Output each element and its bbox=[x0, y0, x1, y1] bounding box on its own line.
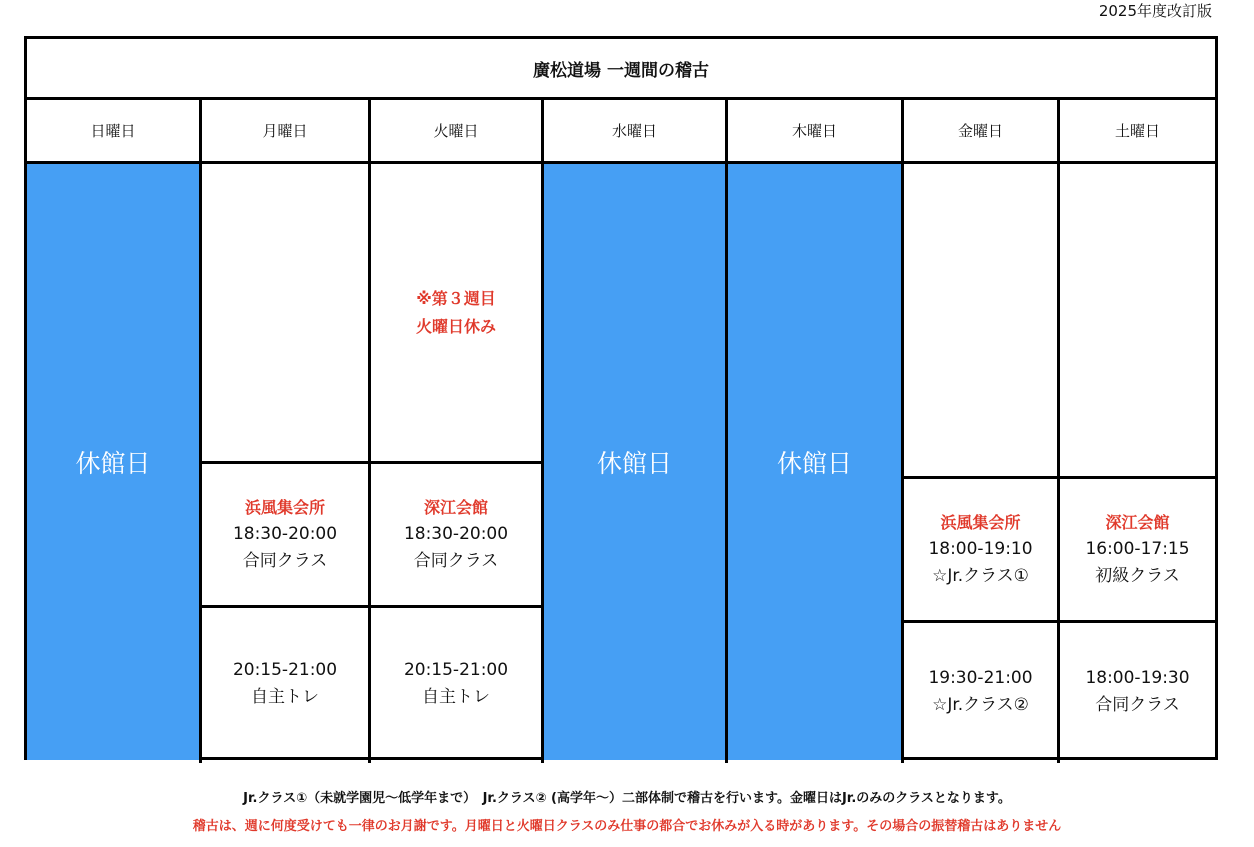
note-line: ※第３週目 bbox=[416, 288, 496, 308]
saturday-slot-1 bbox=[1060, 479, 1215, 620]
slot-time: 19:30-21:00 bbox=[928, 667, 1033, 688]
footer-note-classes: Jr.クラス①（未就学園児〜低学年まで） Jr.クラス② (高学年〜）二部体制で稽古を行います。金曜日はJr.のみのクラスとなります。 bbox=[243, 791, 1011, 806]
thursday-closed bbox=[728, 164, 901, 760]
revision-label: 2025年度改訂版 bbox=[1098, 2, 1212, 20]
slot-class: 合同クラス bbox=[242, 551, 328, 571]
tuesday-slot-2 bbox=[371, 608, 541, 760]
header-monday: 月曜日 bbox=[202, 100, 368, 164]
slot-time: 18:30-20:00 bbox=[403, 524, 509, 544]
slot-class: 自主トレ bbox=[251, 687, 319, 707]
monday-slot-1 bbox=[202, 464, 368, 605]
slot-time: 18:00-19:10 bbox=[928, 539, 1033, 559]
slot-class: ☆Jr.クラス② bbox=[932, 694, 1029, 715]
header-thursday: 木曜日 bbox=[728, 100, 901, 164]
weekly-schedule-table bbox=[24, 36, 1218, 760]
closed-label: 休館日 bbox=[776, 449, 852, 478]
venue-name: 深江会館 bbox=[423, 498, 488, 517]
slot-class: 初級クラス bbox=[1095, 566, 1180, 586]
venue-name: 浜風集会所 bbox=[940, 513, 1021, 532]
monday-slot-2 bbox=[202, 608, 368, 760]
slot-class: 合同クラス bbox=[413, 551, 499, 571]
slot-time: 20:15-21:00 bbox=[232, 660, 338, 680]
slot-class: 合同クラス bbox=[1095, 694, 1180, 715]
venue-name: 浜風集会所 bbox=[244, 498, 325, 517]
note-line: 火曜日休み bbox=[415, 316, 496, 336]
friday-slot-1 bbox=[904, 479, 1057, 620]
slot-class: ☆Jr.クラス① bbox=[932, 566, 1029, 586]
footer-note-fees: 稽古は、週に何度受けても一律のお月謝です。月曜日と火曜日クラスのみ仕事の都合でお休みが入る時があります。その場合の振替稽古はありません bbox=[192, 819, 1062, 834]
venue-name: 深江会館 bbox=[1105, 513, 1170, 532]
closed-label: 休館日 bbox=[75, 449, 151, 478]
tuesday-note bbox=[371, 164, 541, 461]
header-friday: 金曜日 bbox=[904, 100, 1057, 164]
header-sunday: 日曜日 bbox=[27, 100, 199, 164]
wednesday-closed bbox=[544, 164, 725, 760]
slot-class: 自主トレ bbox=[422, 687, 490, 707]
header-saturday: 土曜日 bbox=[1060, 100, 1215, 164]
friday-slot-2 bbox=[904, 623, 1057, 760]
tuesday-slot-1 bbox=[371, 464, 541, 605]
slot-time: 16:00-17:15 bbox=[1085, 539, 1190, 559]
slot-time: 18:30-20:00 bbox=[232, 524, 338, 544]
sunday-closed bbox=[27, 164, 199, 760]
header-wednesday: 水曜日 bbox=[544, 100, 725, 164]
schedule-title: 廣松道場 一週間の稽古 bbox=[27, 39, 1215, 100]
closed-label: 休館日 bbox=[596, 449, 672, 478]
slot-time: 20:15-21:00 bbox=[403, 660, 509, 680]
saturday-slot-2 bbox=[1060, 623, 1215, 760]
slot-time: 18:00-19:30 bbox=[1085, 667, 1190, 688]
header-tuesday: 火曜日 bbox=[371, 100, 541, 164]
